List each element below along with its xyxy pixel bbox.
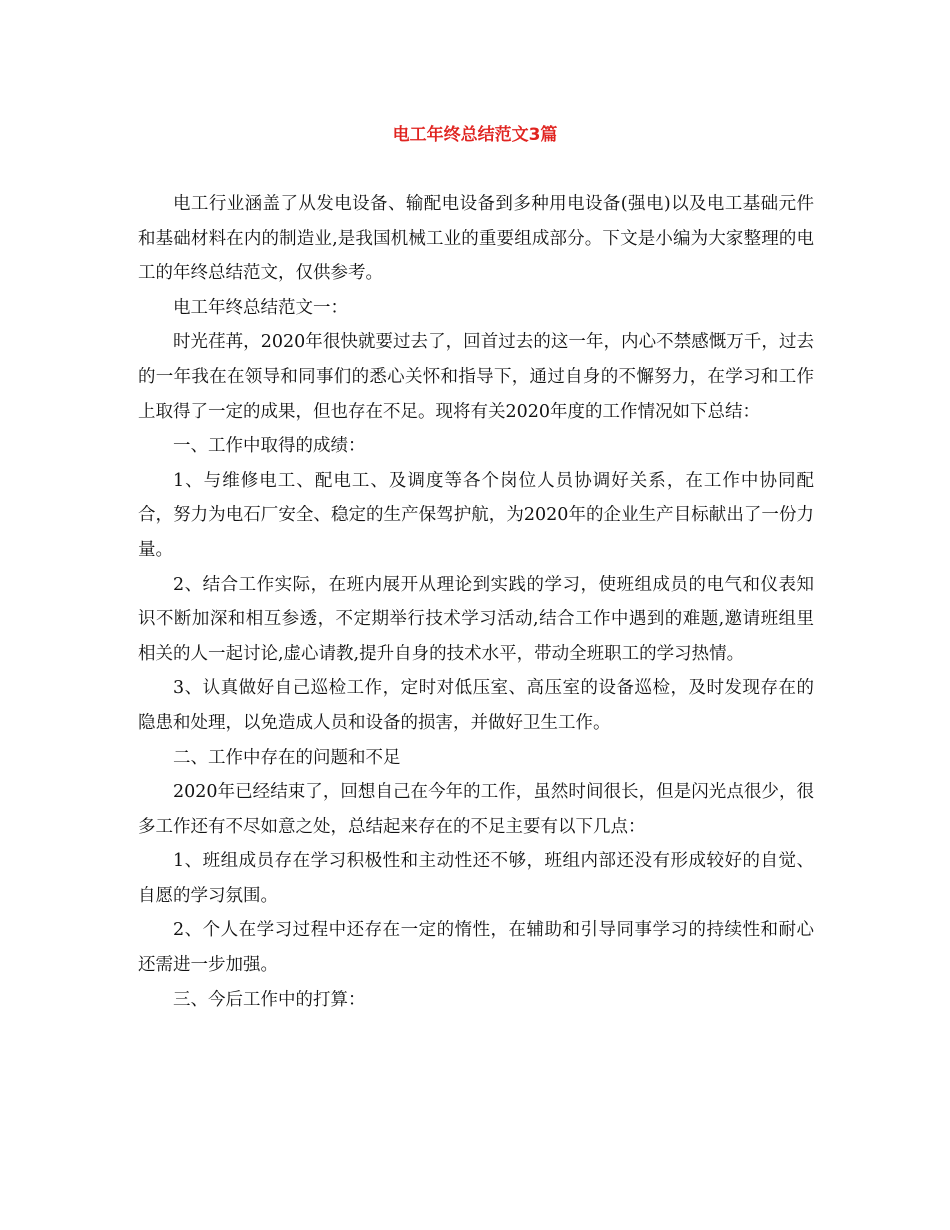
paragraph-problem-2: 2、个人在学习过程中还存在一定的惰性，在辅助和引导同事学习的持续性和耐心还需进一步加强。 [138, 920, 814, 976]
section-heading-plans: 三、今后工作中的打算： [173, 989, 366, 1010]
section-heading-achievements: 一、工作中取得的成绩： [173, 436, 366, 457]
section-heading-sample-one: 电工年终总结范文一： [173, 297, 348, 318]
paragraph-achievement-3: 3、认真做好自己巡检工作，定时对低压室、高压室的设备巡检，及时发现存在的隐患和处理，以免造成人员和设备的损害，并做好卫生工作。 [138, 678, 814, 733]
paragraph-problems-intro: 2020年已经结束了，回想自己在今年的工作，虽然时间很长，但是闪光点很少，很多工作还有不尽如意之处，总结起来存在的不足主要有以下几点： [138, 782, 814, 837]
paragraph-opening: 时光荏苒，2020年很快就要过去了，回首过去的这一年，内心不禁感慨万千，过去的一年我在在领导和同事们的悉心关怀和指导下，通过自身的不懈努力，在学习和工作上取得了一定的成果，但也存在不足。现将有关2020年度的工作情况如下总结： [138, 332, 814, 422]
paragraph-achievement-1: 1、与维修电工、配电工、及调度等各个岗位人员协调好关系，在工作中协同配合，努力为电石厂安全、稳定的生产保驾护航，为2020年的企业生产目标献出了一份力量。 [138, 470, 814, 560]
document-body [138, 187, 814, 1017]
paragraph-problem-1: 1、班组成员存在学习积极性和主动性还不够，班组内部还没有形成较好的自觉、自愿的学习氛围。 [138, 851, 814, 906]
paragraph-achievement-2: 2、结合工作实际，在班内展开从理论到实践的学习，使班组成员的电气和仪表知识不断加深和相互参透，不定期举行技术学习活动,结合工作中遇到的难题,邀请班组里相关的人一起讨论,虚心请教,提升自身的技术水平，带动全班职工的学习热情。 [138, 574, 814, 664]
section-heading-problems: 二、工作中存在的问题和不足 [173, 747, 401, 768]
document-title: 电工年终总结范文3篇 [392, 125, 558, 145]
paragraph-intro: 电工行业涵盖了从发电设备、输配电设备到多种用电设备(强电)以及电工基础元件和基础材料在内的制造业,是我国机械工业的重要组成部分。下文是小编为大家整理的电工的年终总结范文，仅供参考。 [138, 194, 814, 284]
